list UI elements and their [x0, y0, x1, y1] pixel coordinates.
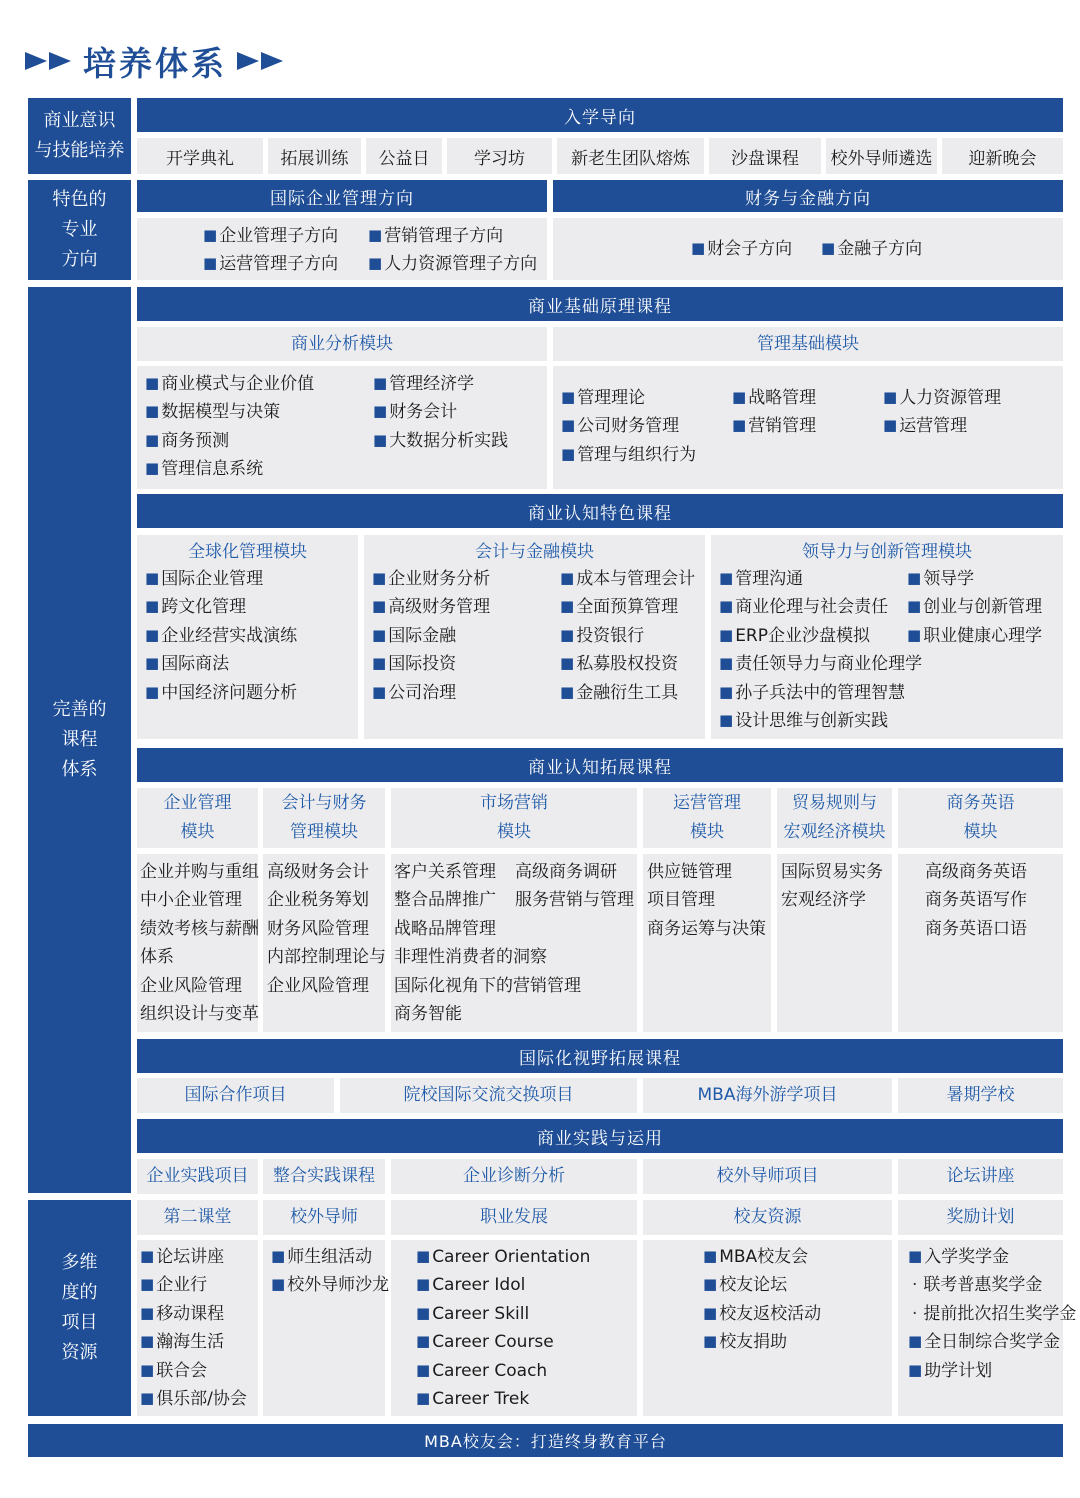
list-item: 商务英语口语 — [925, 918, 1027, 939]
list-item: 高级商务调研 — [515, 862, 617, 882]
list-item: ■ 金融衍生工具 — [560, 679, 695, 707]
list-item: ■ 营销管理子方向 — [368, 222, 537, 250]
page-title-row — [25, 38, 285, 84]
item-cell: 校外导师遴选 — [826, 138, 937, 174]
list-item: ■ 领导学 — [907, 565, 1042, 593]
double-arrow-left-icon — [25, 52, 73, 70]
module-body — [263, 854, 385, 1032]
list-item: ■ Career Orientation — [416, 1243, 590, 1271]
list-item: ■ 运营管理子方向 — [203, 250, 338, 278]
module-head — [391, 788, 637, 848]
list-item: ■ 企业行 — [140, 1271, 247, 1299]
list-item: ■ 人力资源管理子方向 — [368, 250, 537, 278]
program-cell: MBA海外游学项目 — [643, 1078, 892, 1113]
list-item: ■ Career Trek — [416, 1385, 590, 1413]
module-body — [898, 854, 1063, 1032]
bar-international: 国际化视野拓展课程 — [137, 1039, 1063, 1073]
course-list — [140, 858, 259, 1028]
head-line: 市场营销 — [480, 793, 548, 813]
resource-head: 第二课堂 — [137, 1200, 258, 1235]
course-list — [883, 384, 1001, 441]
resource-head: 奖励计划 — [898, 1200, 1063, 1235]
list-item: ■ 俱乐部/协会 — [140, 1385, 247, 1413]
head-line: 模块 — [497, 822, 531, 842]
list-item: 企业并购与重组 — [140, 862, 259, 882]
bar-practice: 商业实践与运用 — [137, 1119, 1063, 1153]
list-item: ■ 公司治理 — [372, 679, 490, 707]
list-item: ■ 跨文化管理 — [145, 593, 297, 621]
side-label-line: 资源 — [61, 1342, 98, 1363]
resource-body — [643, 1240, 892, 1416]
list-item: ■ Career Course — [416, 1328, 590, 1356]
module-leadership — [711, 535, 1063, 739]
list-item: ■ 大数据分析实践 — [373, 427, 508, 455]
list-item: 高级财务会计 — [267, 862, 369, 882]
list-item: ■ 管理经济学 — [373, 370, 508, 398]
head-line: 运营管理 — [673, 793, 741, 813]
list-item: 供应链管理 — [647, 862, 732, 882]
list-item: 国际贸易实务 — [781, 862, 883, 882]
module-accounting-finance — [364, 535, 705, 739]
course-list — [373, 370, 508, 455]
side-label-line: 多维 — [61, 1252, 98, 1273]
resource-body — [391, 1240, 637, 1416]
section-side-skills — [28, 98, 131, 174]
module-body — [391, 854, 637, 1032]
list-item: · 提前批次招生奖学金 — [908, 1300, 1076, 1328]
resource-list — [416, 1243, 590, 1413]
list-item: ■ 成本与管理会计 — [560, 565, 695, 593]
list-item: ■ 管理理论 — [561, 384, 696, 412]
list-item: ■ 私募股权投资 — [560, 650, 695, 678]
list-item: ■ 移动课程 — [140, 1300, 247, 1328]
scholarship-list — [908, 1243, 1076, 1385]
list-item: 宏观经济学 — [781, 890, 866, 911]
course-list — [560, 565, 695, 707]
list-item: ■ 国际商法 — [145, 650, 297, 678]
list-item: ■ 联合会 — [140, 1357, 247, 1385]
list-item: 内部控制理论与 — [267, 947, 386, 968]
side-label-line: 专业 — [61, 219, 98, 240]
double-arrow-right-icon — [237, 52, 285, 70]
course-list — [145, 370, 314, 484]
section-side-resources — [28, 1200, 131, 1416]
head-line: 会计与财务 — [281, 793, 367, 813]
resource-list — [703, 1243, 821, 1357]
module-body — [643, 854, 771, 1032]
list-item: ■ 企业管理子方向 — [203, 222, 338, 250]
list-item: ■ 人力资源管理 — [883, 384, 1001, 412]
list-item: ■ 管理与组织行为 — [561, 441, 696, 469]
head-line: 贸易规则与 — [792, 793, 877, 813]
footer-bar: MBA校友会：打造终身教育平台 — [28, 1424, 1063, 1457]
list-item: ■ 责任领导力与商业伦理学 — [719, 650, 922, 678]
course-list — [925, 858, 1027, 943]
intl-mgmt-cell — [137, 218, 547, 280]
item-cell: 学习坊 — [447, 138, 552, 174]
list-item: 企业税务筹划 — [267, 890, 369, 911]
list-item: ■ 设计思维与创新实践 — [719, 707, 922, 735]
list-item: ■ 营销管理 — [732, 412, 816, 440]
list-item: 商务运筹与决策 — [647, 918, 766, 939]
list-item: ■ Career Skill — [416, 1300, 590, 1328]
list-item: ■ 论坛讲座 — [140, 1243, 247, 1271]
item-cell: 拓展训练 — [268, 138, 361, 174]
list-item: 绩效考核与薪酬 — [140, 918, 259, 939]
bar-featured-courses: 商业认知特色课程 — [137, 494, 1063, 528]
module-body — [137, 366, 547, 489]
list-item: ■ 运营管理 — [883, 412, 1001, 440]
list-item: ■ 财会子方向 — [691, 235, 792, 263]
resource-head: 校外导师 — [263, 1200, 385, 1235]
list-item: 项目管理 — [647, 890, 715, 911]
list-item: 非理性消费者的洞察 — [394, 947, 547, 968]
list-item: ■ 企业财务分析 — [372, 565, 490, 593]
list-item: ■ 国际投资 — [372, 650, 490, 678]
bar-orientation: 入学导向 — [137, 98, 1063, 132]
direction-list — [368, 222, 537, 279]
bar-finance: 财务与金融方向 — [553, 180, 1063, 212]
module-body — [553, 366, 1063, 489]
module-body — [777, 854, 892, 1032]
side-label-line: 课程 — [61, 729, 98, 750]
finance-cell — [553, 218, 1063, 280]
list-item: ■ 数据模型与决策 — [145, 398, 314, 426]
list-item: ■ 商业伦理与社会责任 — [719, 593, 922, 621]
bar-extended-courses: 商业认知拓展课程 — [137, 748, 1063, 782]
course-list — [145, 565, 297, 707]
head-line: 模块 — [963, 822, 998, 842]
practice-cell: 企业实践项目 — [137, 1159, 258, 1194]
section-side-curriculum — [28, 287, 131, 1193]
bar-business-basics: 商业基础原理课程 — [137, 287, 1063, 321]
module-head — [643, 788, 771, 848]
list-item: ■ 金融子方向 — [821, 235, 922, 263]
direction-list — [691, 235, 792, 263]
program-cell: 国际合作项目 — [137, 1078, 334, 1113]
course-list — [719, 565, 922, 735]
side-label-line: 度的 — [61, 1282, 98, 1303]
resource-list — [271, 1243, 389, 1300]
list-item: ■ 校友捐助 — [703, 1328, 821, 1356]
page-title: 培养体系 — [83, 43, 227, 83]
list-item: ■ 企业经营实战演练 — [145, 622, 297, 650]
section-side-directions — [28, 180, 131, 280]
list-item: ■ 管理沟通 — [719, 565, 922, 593]
list-item: ■ 全日制综合奖学金 — [908, 1328, 1076, 1356]
side-label-line: 完善的 — [52, 699, 107, 720]
course-list — [515, 858, 634, 915]
side-label-line: 商业意识 — [43, 110, 116, 131]
practice-cell: 整合实践课程 — [263, 1159, 385, 1194]
list-item: ■ 财务会计 — [373, 398, 508, 426]
list-item: ■ 商业模式与企业价值 — [145, 370, 314, 398]
list-item: 组织设计与变革 — [140, 1004, 259, 1025]
side-label-line: 特色的 — [52, 189, 107, 210]
course-list — [732, 384, 816, 441]
list-item: ■ Career Idol — [416, 1271, 590, 1299]
item-cell: 沙盘课程 — [709, 138, 821, 174]
list-item: ■ 职业健康心理学 — [907, 622, 1042, 650]
module-head — [898, 788, 1063, 848]
list-item: 财务风险管理 — [267, 918, 369, 939]
list-item: ■ 校友论坛 — [703, 1271, 821, 1299]
list-item: 商务英语写作 — [925, 890, 1027, 911]
side-label-line: 体系 — [61, 759, 98, 780]
resource-head: 校友资源 — [643, 1200, 892, 1235]
module-head: 会计与金融模块 — [475, 542, 594, 562]
practice-cell: 企业诊断分析 — [391, 1159, 637, 1194]
course-list — [647, 858, 766, 943]
module-body — [137, 854, 258, 1032]
module-head — [263, 788, 385, 848]
head-line: 宏观经济模块 — [783, 822, 886, 842]
list-item: ■ 投资银行 — [560, 622, 695, 650]
item-cell: 新老生团队熔炼 — [557, 138, 704, 174]
list-item: ■ 孙子兵法中的管理智慧 — [719, 679, 922, 707]
list-item: ■ 助学计划 — [908, 1357, 1076, 1385]
list-item: 企业风险管理 — [140, 975, 242, 996]
list-item: ■ 校友返校活动 — [703, 1300, 821, 1328]
head-line: 管理模块 — [290, 822, 358, 842]
list-item: ■ ERP企业沙盘模拟 — [719, 622, 922, 650]
list-item: ■ 中国经济问题分析 — [145, 679, 297, 707]
resource-head: 职业发展 — [391, 1200, 637, 1235]
module-head: 管理基础模块 — [553, 327, 1063, 361]
side-label-line: 方向 — [61, 249, 98, 270]
list-item: ■ 国际金融 — [372, 622, 490, 650]
side-label-line: 与技能培养 — [34, 140, 125, 161]
list-item: ■ 公司财务管理 — [561, 412, 696, 440]
module-head: 商业分析模块 — [137, 327, 547, 361]
module-globalization — [137, 535, 358, 739]
head-line: 商务英语 — [946, 793, 1015, 813]
list-item: ■ 入学奖学金 — [908, 1243, 1076, 1271]
head-line: 模块 — [180, 822, 215, 842]
module-head — [137, 788, 258, 848]
list-item: ■ 高级财务管理 — [372, 593, 490, 621]
module-head — [777, 788, 892, 848]
list-item: 服务营销与管理 — [515, 890, 634, 911]
list-item: ■ MBA校友会 — [703, 1243, 821, 1271]
list-item: ■ 管理信息系统 — [145, 455, 314, 483]
course-list — [561, 384, 696, 469]
list-item: ■ 商务预测 — [145, 427, 314, 455]
list-item: ■ 校外导师沙龙 — [271, 1271, 389, 1299]
head-line: 模块 — [690, 822, 724, 842]
course-list — [781, 858, 883, 915]
list-item: 商务智能 — [394, 1004, 462, 1025]
list-item: 企业风险管理 — [267, 975, 369, 996]
list-item: · 联考普惠奖学金 — [908, 1271, 1076, 1299]
resource-body — [898, 1240, 1077, 1416]
bar-intl-mgmt: 国际企业管理方向 — [137, 180, 547, 212]
practice-cell: 校外导师项目 — [643, 1159, 892, 1194]
list-item: ■ 国际企业管理 — [145, 565, 297, 593]
head-line: 企业管理 — [163, 793, 232, 813]
list-item: 整合品牌推广 — [394, 890, 496, 911]
direction-list — [821, 235, 922, 263]
item-cell: 公益日 — [366, 138, 442, 174]
list-item: ■ Career Coach — [416, 1357, 590, 1385]
list-item: ■ 战略管理 — [732, 384, 816, 412]
list-item: 国际化视角下的营销管理 — [394, 975, 581, 996]
list-item: 客户关系管理 — [394, 862, 496, 882]
resource-list — [140, 1243, 247, 1413]
list-item: 中小企业管理 — [140, 890, 242, 911]
program-cell: 院校国际交流交换项目 — [340, 1078, 637, 1113]
list-item: ■ 创业与创新管理 — [907, 593, 1042, 621]
resource-body — [263, 1240, 390, 1416]
side-label-line: 项目 — [61, 1312, 98, 1333]
item-cell: 迎新晚会 — [942, 138, 1063, 174]
module-head: 领导力与创新管理模块 — [802, 542, 972, 562]
list-item: ■ 瀚海生活 — [140, 1328, 247, 1356]
item-cell: 开学典礼 — [137, 138, 263, 174]
direction-list — [203, 222, 338, 279]
course-list — [372, 565, 490, 707]
course-list — [267, 858, 386, 1000]
list-item: 体系 — [140, 947, 174, 968]
list-item: 高级商务英语 — [925, 862, 1027, 882]
course-list — [907, 565, 1042, 650]
resource-body — [137, 1240, 258, 1416]
program-cell: 暑期学校 — [898, 1078, 1063, 1113]
practice-cell: 论坛讲座 — [898, 1159, 1063, 1194]
module-head: 全球化管理模块 — [188, 542, 307, 562]
list-item: 战略品牌管理 — [394, 918, 496, 939]
list-item: ■ 全面预算管理 — [560, 593, 695, 621]
list-item: ■ 师生组活动 — [271, 1243, 389, 1271]
